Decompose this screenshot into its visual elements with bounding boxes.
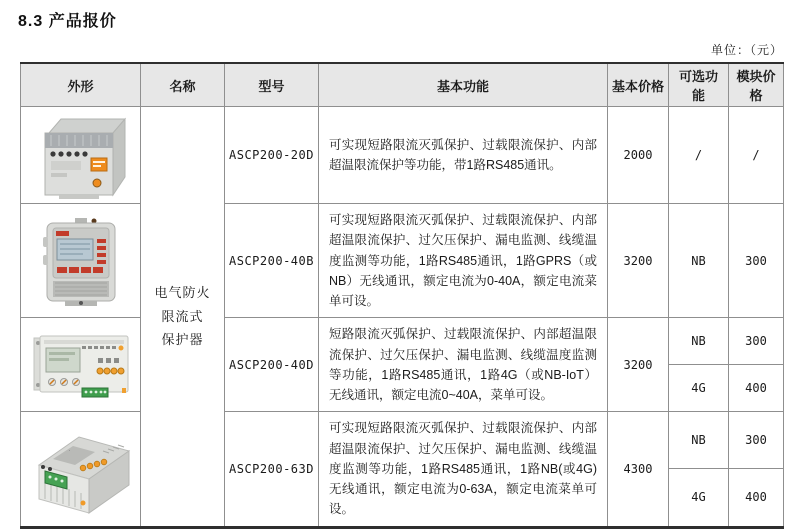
- product-quote-table: [20, 62, 784, 529]
- module-price-cell: 300: [729, 204, 784, 318]
- product-photo-ascp200-40d: [26, 326, 136, 404]
- model-cell: ASCP200-40D: [225, 318, 319, 412]
- product-photo-cell: [21, 204, 141, 318]
- product-photo-cell: [21, 318, 141, 412]
- optional-function-cell: NB: [669, 412, 729, 469]
- product-name-line: 电气防火: [154, 285, 211, 301]
- base-price-cell: 3200: [608, 204, 669, 318]
- header-module-price: 模块价格: [729, 63, 784, 107]
- module-price-cell: 400: [729, 364, 784, 412]
- header-function: 基本功能: [319, 63, 608, 107]
- module-price-cell: 300: [729, 318, 784, 364]
- function-cell: 可实现短路限流灭弧保护、过载限流保护、内部超温限流保护等功能，带1路RS485通讯。: [319, 107, 608, 204]
- optional-function-cell: NB: [669, 204, 729, 318]
- header-appearance: 外形: [21, 63, 141, 107]
- function-cell: 短路限流灭弧保护、过载限流保护、内部超温限流保护、过欠压保护、漏电监测、线缆温度监测等功能，1路RS485通讯，1路4G（或NB-IoT）无线通讯，额定电流0~40A，菜单可设。: [319, 318, 608, 412]
- product-name-line: 保护器: [161, 331, 204, 347]
- module-price-cell: 400: [729, 469, 784, 527]
- product-photo-ascp200-40b: [31, 215, 131, 307]
- optional-function-cell: 4G: [669, 469, 729, 527]
- optional-function-cell: 4G: [669, 364, 729, 412]
- table-row: [21, 107, 784, 204]
- model-cell: ASCP200-20D: [225, 107, 319, 204]
- table-row: [21, 412, 784, 469]
- header-base-price: 基本价格: [608, 63, 669, 107]
- table-row: [21, 204, 784, 318]
- product-name-line: 限流式: [161, 308, 204, 324]
- product-photo-cell: [21, 412, 141, 527]
- quote-table-body: [21, 107, 784, 528]
- base-price-cell: 4300: [608, 412, 669, 527]
- optional-function-cell: NB: [669, 318, 729, 364]
- header-model: 型号: [225, 63, 319, 107]
- unit-label: 单位：（元）: [710, 43, 783, 57]
- function-cell: 可实现短路限流灭弧保护、过载限流保护、内部超温限流保护、过欠压保护、漏电监测、线缆温度监测等功能，1路RS485通讯，1路NB(或4G)无线通讯，额定电流为0-63A，额定电流菜单可设。: [319, 412, 608, 527]
- optional-function-cell: /: [669, 107, 729, 204]
- module-price-cell: 300: [729, 412, 784, 469]
- module-price-cell: /: [729, 107, 784, 204]
- table-header: [21, 63, 784, 107]
- function-cell: 可实现短路限流灭弧保护、过载限流保护、内部超温限流保护、过欠压保护、漏电监测、线缆温度监测等功能，1路RS485通讯，1路GPRS（或NB）无线通讯，额定电流为0-40A，额定电流菜单可设。: [319, 204, 608, 318]
- model-cell: ASCP200-63D: [225, 412, 319, 527]
- product-name-cell: [141, 107, 225, 528]
- product-photo-ascp200-20d: [29, 111, 133, 199]
- model-cell: ASCP200-40B: [225, 204, 319, 318]
- header-optional-function: 可选功能: [669, 63, 729, 107]
- header-row: [21, 63, 784, 107]
- base-price-cell: 3200: [608, 318, 669, 412]
- page-title: 8.3 产品报价: [18, 13, 117, 30]
- table-row: [21, 318, 784, 364]
- product-photo-cell: [21, 107, 141, 204]
- header-name: 名称: [141, 63, 225, 107]
- product-photo-ascp200-63d: [25, 423, 137, 515]
- base-price-cell: 2000: [608, 107, 669, 204]
